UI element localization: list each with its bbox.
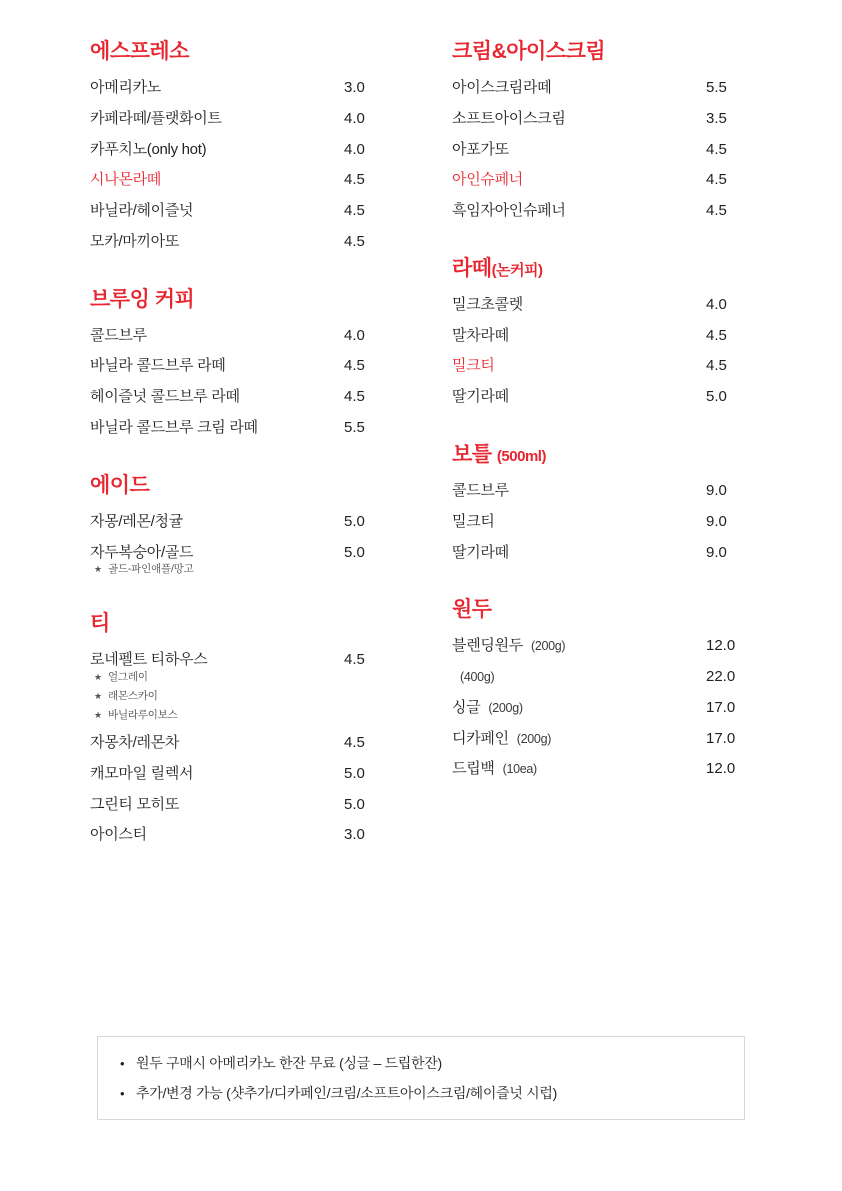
- menu-item-name: 밀크초콜렛: [452, 295, 523, 313]
- menu-note: [94, 707, 390, 722]
- menu-items: [90, 327, 390, 438]
- menu-item-price: 22.0: [706, 668, 736, 686]
- menu-item-name: 캐모마일 릴렉서: [90, 764, 194, 782]
- menu-item: [90, 171, 390, 190]
- bullet-icon: •: [120, 1086, 125, 1101]
- menu-item-name: 바닐라 콜드브루 라떼: [90, 357, 226, 375]
- menu-item: [452, 482, 752, 501]
- menu-item-price: 4.5: [344, 202, 365, 220]
- menu-item: [452, 357, 752, 376]
- menu-section-latte-noncoffee: [452, 257, 752, 407]
- menu-item: [90, 734, 390, 753]
- menu-item-unit: (200g): [516, 731, 552, 746]
- menu-item-price: 4.5: [706, 326, 727, 344]
- menu-item-name: 자몽차/레몬차: [90, 734, 180, 752]
- star-icon: ★: [94, 691, 102, 702]
- menu-item-price: 4.5: [344, 651, 365, 669]
- menu-items: [452, 482, 752, 562]
- section-title-latte-noncoffee: [452, 257, 752, 280]
- menu-item: [452, 760, 752, 779]
- menu-item: [90, 513, 390, 532]
- menu-item-name: 콜드브루: [452, 482, 509, 500]
- menu-item: [90, 233, 390, 252]
- menu-note: [94, 688, 390, 703]
- menu-item-price: 17.0: [706, 729, 736, 747]
- menu-item-price: 4.5: [706, 171, 727, 189]
- bullet-icon: •: [120, 1056, 125, 1071]
- menu-item: [90, 796, 390, 815]
- section-title-text: 보틀: [452, 442, 492, 466]
- menu-item-name: 디카페인: [452, 729, 509, 747]
- menu-item-name: 싱글: [452, 698, 481, 716]
- menu-note-text: 래몬스카이: [108, 690, 158, 703]
- menu-item: [452, 296, 752, 315]
- menu-item: [452, 637, 752, 656]
- footer-note-text: 추가/변경 가능 (샷추가/디카페인/크림/소프트아이스크림/헤이즐넛 시럽): [136, 1085, 557, 1101]
- menu-item-name-wrap: [452, 699, 706, 718]
- section-title-cream-icecream: [452, 40, 752, 63]
- section-title-tea: [90, 612, 390, 635]
- menu-item-price: 9.0: [706, 543, 727, 561]
- menu-section-espresso: [90, 40, 390, 252]
- menu-section-bottle: [452, 443, 752, 562]
- menu-section-ade: [90, 474, 390, 577]
- menu-item-price: 12.0: [706, 637, 736, 655]
- menu-item: [452, 327, 752, 346]
- menu-item-price: 4.5: [706, 140, 727, 158]
- menu-item-price: 9.0: [706, 512, 727, 530]
- menu-items: [452, 296, 752, 407]
- menu-item-price: 4.5: [706, 202, 727, 220]
- menu-item-name: 바닐라/헤이즐넛: [90, 202, 194, 220]
- menu-item-price: 4.5: [706, 357, 727, 375]
- menu-item: [90, 544, 390, 563]
- menu-item-price: 4.5: [344, 171, 365, 189]
- menu-item-name: 드립백: [452, 760, 495, 778]
- section-title-bottle: [452, 443, 752, 466]
- menu-item: [90, 110, 390, 129]
- menu-item: [452, 668, 752, 687]
- star-icon: ★: [94, 710, 102, 721]
- menu-item-price: 4.5: [344, 734, 365, 752]
- section-title-ade: [90, 474, 390, 497]
- section-title-text: 에스프레소: [90, 40, 189, 63]
- menu-item-price: 4.5: [344, 232, 365, 250]
- menu-item: [452, 388, 752, 407]
- menu-item-name: 블렌딩원두: [452, 637, 523, 655]
- menu-item-price: 5.5: [706, 79, 727, 97]
- menu-items: [90, 651, 390, 845]
- menu-item: [90, 79, 390, 98]
- menu-item: [90, 651, 390, 670]
- menu-item-price: 12.0: [706, 760, 736, 778]
- section-title-sub: (500ml): [496, 447, 546, 465]
- menu-item: [452, 544, 752, 563]
- menu-section-cream-icecream: [452, 40, 752, 221]
- menu-footer-note-box: [97, 1036, 745, 1120]
- menu-item-name: 말차라떼: [452, 326, 509, 344]
- menu-item-name-wrap: [452, 637, 706, 656]
- menu-items: [452, 637, 752, 779]
- menu-item-price: 4.0: [706, 295, 727, 313]
- menu-items: [452, 79, 752, 221]
- menu-item-unit: (200g): [488, 700, 523, 715]
- menu-item: [90, 327, 390, 346]
- menu-note-text: 바닐라루이보스: [108, 709, 178, 722]
- menu-item: [452, 141, 752, 160]
- menu-item-name: 딸기라떼: [452, 388, 509, 406]
- menu-column-left: [90, 40, 390, 881]
- menu-item-price: 5.0: [706, 388, 727, 406]
- menu-section-coffee-beans: [452, 598, 752, 779]
- menu-item: [90, 419, 390, 438]
- section-title-text: 라떼: [452, 256, 492, 280]
- menu-item-price: 9.0: [706, 482, 727, 500]
- menu-item-name-wrap: [452, 668, 706, 687]
- footer-note-line: [120, 1083, 722, 1103]
- menu-item: [90, 765, 390, 784]
- menu-item-name: 밀크티: [452, 357, 495, 375]
- menu-items: [90, 513, 390, 577]
- menu-item-price: 5.5: [344, 418, 365, 436]
- menu-item: [452, 513, 752, 532]
- section-title-brewing-coffee: [90, 288, 390, 311]
- menu-item-name: 콜드브루: [90, 326, 147, 344]
- menu-item-price: 4.0: [344, 109, 365, 127]
- menu-items: [90, 79, 390, 252]
- menu-item-price: 5.0: [344, 543, 365, 561]
- menu-item: [90, 141, 390, 160]
- menu-item: [452, 730, 752, 749]
- menu-item-price: 5.0: [344, 764, 365, 782]
- section-title-text: 브루잉 커피: [90, 287, 195, 311]
- menu-item-name: 딸기라떼: [452, 543, 509, 561]
- section-title-espresso: [90, 40, 390, 63]
- menu-column-right: [452, 40, 752, 881]
- menu-item-unit: (400g): [460, 670, 495, 685]
- menu-item: [452, 79, 752, 98]
- menu-note: [94, 669, 390, 684]
- menu-item-name: 모카/마끼아또: [90, 232, 180, 250]
- menu-item-name: 카페라떼/플랫화이트: [90, 109, 222, 127]
- menu-columns: [90, 40, 752, 881]
- menu-item-name: 바닐라 콜드브루 크림 라떼: [90, 418, 258, 436]
- menu-item: [90, 826, 390, 845]
- menu-item: [452, 171, 752, 190]
- menu-item-name: 아이스크림라떼: [452, 79, 552, 97]
- menu-item-price: 5.0: [344, 512, 365, 530]
- menu-item-name: 자몽/레몬/청귤: [90, 512, 183, 530]
- menu-note: [94, 561, 390, 576]
- menu-item-unit: (10ea): [502, 762, 537, 777]
- menu-item-name-wrap: [452, 760, 706, 779]
- section-title-text: 원두: [452, 598, 492, 622]
- section-title-sub: (논커피): [491, 261, 543, 279]
- menu-item-name: 밀크티: [452, 512, 495, 530]
- menu-item: [452, 110, 752, 129]
- menu-item: [90, 388, 390, 407]
- footer-note-text: 원두 구매시 아메리카노 한잔 무료 (싱글 – 드립한잔): [136, 1055, 442, 1071]
- menu-item-name: 헤이즐넛 콜드브루 라떼: [90, 388, 240, 406]
- menu-item: [90, 357, 390, 376]
- menu-item-price: 3.5: [706, 109, 727, 127]
- menu-note-text: 골드-파인애플/망고: [108, 563, 194, 576]
- menu-item: [90, 202, 390, 221]
- menu-section-brewing-coffee: [90, 288, 390, 438]
- star-icon: ★: [94, 672, 102, 683]
- menu-item-price: 3.0: [344, 826, 365, 844]
- menu-item-price: 4.0: [344, 326, 365, 344]
- menu-item-price: 4.0: [344, 140, 365, 158]
- menu-item-name: 로네펠트 티하우스: [90, 651, 208, 669]
- menu-item-name: 카푸치노(only hot): [90, 140, 207, 158]
- section-title-coffee-beans: [452, 598, 752, 621]
- menu-item-price: 3.0: [344, 79, 365, 97]
- menu-item-name: 흑임자아인슈페너: [452, 202, 566, 220]
- menu-note-text: 얼그레이: [108, 671, 148, 684]
- menu-item-name: 아이스티: [90, 826, 147, 844]
- section-title-text: 티: [90, 612, 110, 636]
- menu-item-price: 5.0: [344, 795, 365, 813]
- menu-item-price: 4.5: [344, 388, 365, 406]
- menu-item-name: 자두복숭아/골드: [90, 543, 194, 561]
- section-title-text: 크림&아이스크림: [452, 40, 606, 63]
- footer-note-line: [120, 1053, 722, 1073]
- menu-item-name: 아인슈페너: [452, 171, 523, 189]
- menu-item-name: 소프트아이스크림: [452, 109, 566, 127]
- star-icon: ★: [94, 564, 102, 575]
- menu-section-tea: [90, 612, 390, 845]
- menu-item-unit: (200g): [530, 639, 566, 654]
- menu-item-price: 17.0: [706, 698, 736, 716]
- menu-item-name: 그린티 모히또: [90, 795, 180, 813]
- menu-item-name-wrap: [452, 730, 706, 749]
- menu-item-name: 시나몬라떼: [90, 171, 161, 189]
- menu-item-name: 아포가또: [452, 140, 509, 158]
- section-title-text: 에이드: [90, 473, 150, 497]
- menu-item-price: 4.5: [344, 357, 365, 375]
- menu-item-name: 아메리카노: [90, 79, 161, 97]
- menu-item: [452, 699, 752, 718]
- menu-item: [452, 202, 752, 221]
